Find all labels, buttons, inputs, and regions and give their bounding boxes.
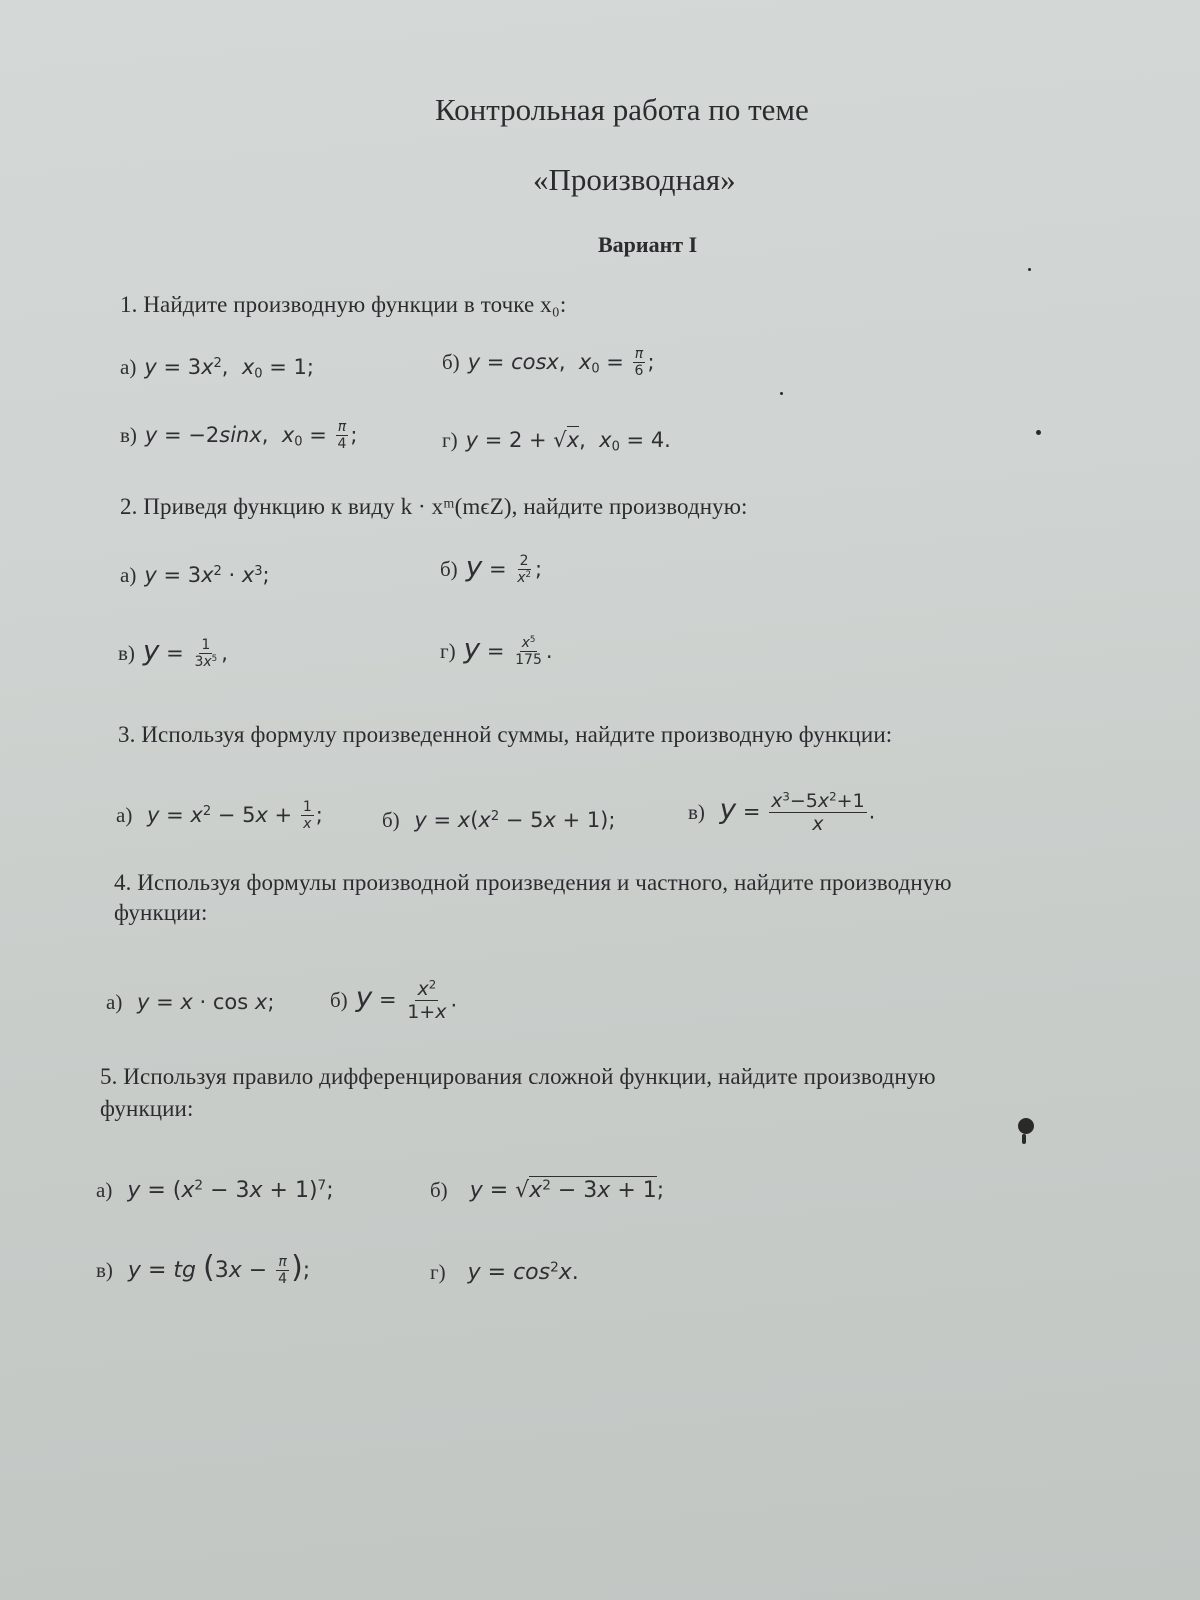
ink-drip [1022,1134,1026,1144]
item-label: б) [430,1178,448,1202]
task-3v: в) y = $\frac{x^3-5x^2+1}{x}$ . [688,789,876,835]
paper-speck [1036,430,1041,435]
task-1g: г) y = 2 + √x, $x_0 = 4$. [442,428,671,455]
item-label: г) [430,1260,446,1284]
item-label: а) [116,803,133,827]
item-label: а) [96,1178,113,1202]
item-label: в) [120,423,137,447]
item-label: а) [106,990,123,1014]
item-label: в) [118,641,135,665]
task-1b: б) y = cosx, $x_0$ = $\frac{\pi}{6}$ ; [442,346,655,379]
item-label: б) [330,987,348,1012]
paper-speck [1028,268,1031,271]
task-2a: а) $y = 3x^2 \cdot x^3$; [120,563,270,587]
item-label: в) [96,1258,113,1282]
item-label: б) [442,350,460,374]
task-5a: а) $y = (x^2 - 3x + 1)^7$; [96,1177,334,1203]
task-3b: б) $y = x(x^2 - 5x + 1)$; [382,808,616,832]
item-label: г) [440,639,456,663]
task-5v: в) y = tg (3x − $\frac{\pi}{4}$ ); [96,1250,311,1287]
task-2g: г) y = $\frac{x^5}{175}$ . [440,632,553,668]
task-1v: в) y = −2sinx, $x_0$ = $\frac{\pi}{4}$ ; [120,419,358,452]
task-1a: а) $y = 3x^2$, $x_0 = 1$; [120,355,314,382]
task-5g: г) $y = \cos^2x$. [430,1259,579,1285]
item-label: а) [120,563,137,587]
task-2-text: 2. Приведя функцию к виду k · xᵐ(mϵZ), найдите производную: [120,494,748,519]
item-label: б) [382,808,400,832]
item-label: а) [120,355,137,379]
item-label: в) [688,799,705,824]
task-3-text: 3. Используя формулу произведенной суммы, найдите производную функции: [118,722,893,747]
task-3a: а) $y = x^2 - 5x$ + $\frac{1}{x}$ ; [116,799,323,832]
task-4b: б) y = $\frac{x^2}{1+x}$ . [330,977,458,1023]
task-5b: б) $y = √x^2 - 3x + 1$; [430,1177,665,1203]
paper-speck [780,392,783,395]
task-2v: в) y = $\frac{1}{3x^5}$ , [118,634,228,670]
task-4-line-1: 4. Используя формулы производной произведения и частного, найдите производную [114,870,952,895]
ink-blot [1018,1118,1034,1134]
task-1-text: 1. Найдите производную функции в точке x₀: [120,292,567,317]
task-4-line-2: функции: [114,900,208,925]
variant-label: Вариант I [598,232,698,257]
item-label: г) [442,428,458,452]
page-subtitle: «Производная» [533,162,736,197]
task-2b: б) y = $\frac{2}{x^2}$ ; [440,550,543,586]
item-label: б) [440,557,458,581]
task-5-line-1: 5. Используя правило дифференцирования сложной функции, найдите производную [100,1064,936,1089]
page-title: Контрольная работа по теме [435,92,809,127]
task-4a: а) y = x · cos x; [106,990,275,1014]
task-5-line-2: функции: [100,1096,194,1121]
